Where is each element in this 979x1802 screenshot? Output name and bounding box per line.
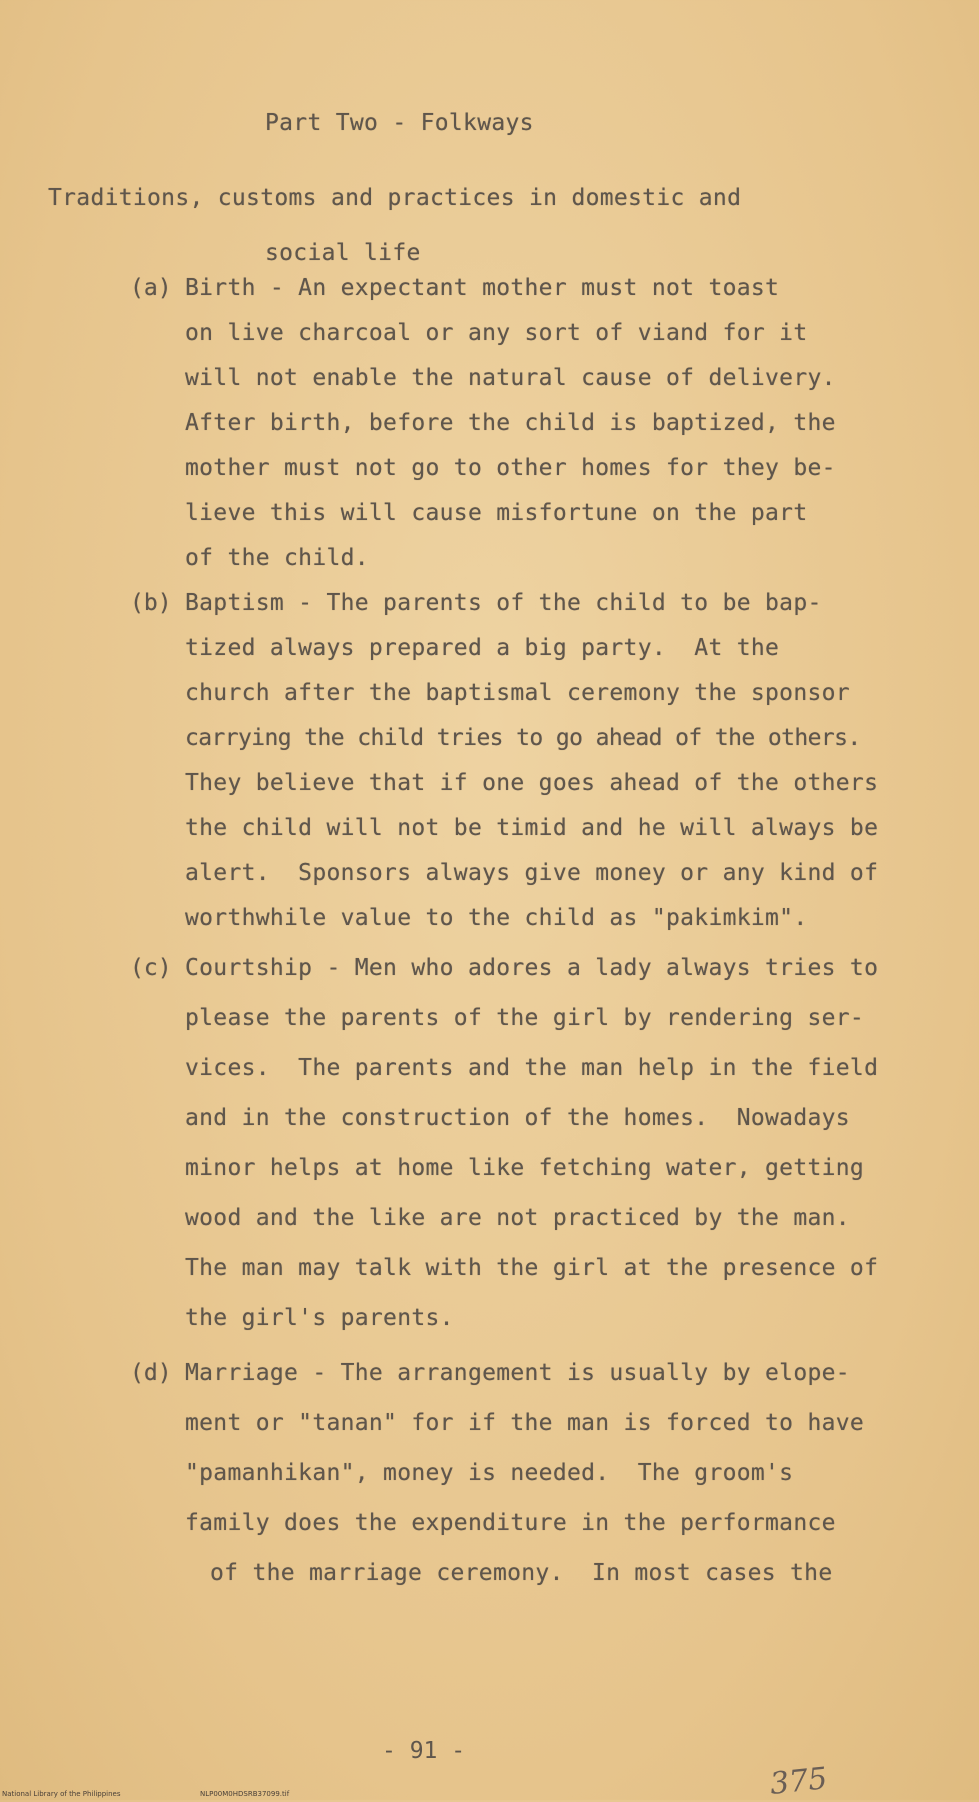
text-line: on live charcoal or any sort of viand for it — [185, 320, 808, 346]
handwritten-page-number: 375 — [768, 1761, 829, 1802]
page-number: - 91 - — [382, 1738, 466, 1764]
text-line: the girl's parents. — [185, 1305, 454, 1331]
text-line: alert. Sponsors always give money or any kind of — [185, 860, 879, 886]
text-line: Birth - An expectant mother must not toast — [185, 275, 780, 301]
text-line: of the marriage ceremony. In most cases the — [210, 1560, 833, 1586]
page-title: Part Two - Folkways — [265, 110, 534, 136]
text-line: vices. The parents and the man help in the field — [185, 1055, 879, 1081]
text-line: of the child. — [185, 545, 369, 571]
text-line: mother must not go to other homes for they be- — [185, 455, 836, 481]
text-line: Baptism - The parents of the child to be bap- — [185, 590, 822, 616]
section-heading-line2: social life — [265, 240, 421, 266]
section-label-a: (a) — [130, 275, 172, 301]
footer-file-name: NLP00M0HDSRB37099.tif — [200, 1790, 290, 1798]
text-line: Marriage - The arrangement is usually by elope- — [185, 1360, 850, 1386]
section-label-d: (d) — [130, 1360, 172, 1386]
text-line: church after the baptismal ceremony the sponsor — [185, 680, 850, 706]
footer-library-credit: National Library of the Philippines — [2, 1790, 121, 1798]
section-label-b: (b) — [130, 590, 172, 616]
text-line: They believe that if one goes ahead of the others — [185, 770, 879, 796]
text-line: lieve this will cause misfortune on the part — [185, 500, 808, 526]
section-heading-line1: Traditions, customs and practices in domestic and — [48, 185, 742, 211]
text-line: please the parents of the girl by rendering ser- — [185, 1005, 865, 1031]
text-line: will not enable the natural cause of delivery. — [185, 365, 836, 391]
text-line: tized always prepared a big party. At the — [185, 635, 780, 661]
text-line: worthwhile value to the child as "pakimkim". — [185, 905, 808, 931]
text-line: and in the construction of the homes. Nowadays — [185, 1105, 850, 1131]
text-line: "pamanhikan", money is needed. The groom's — [185, 1460, 794, 1486]
text-line: carrying the child tries to go ahead of the others. — [185, 725, 861, 751]
text-line: Courtship - Men who adores a lady always tries to — [185, 955, 879, 981]
text-line: After birth, before the child is baptized, the — [185, 410, 836, 436]
text-line: family does the expenditure in the performance — [185, 1510, 836, 1536]
text-line: ment or "tanan" for if the man is forced to have — [185, 1410, 865, 1436]
text-line: The man may talk with the girl at the presence of — [185, 1255, 879, 1281]
text-line: minor helps at home like fetching water, getting — [185, 1155, 865, 1181]
section-label-c: (c) — [130, 955, 172, 981]
text-line: the child will not be timid and he will always be — [185, 815, 879, 841]
text-line: wood and the like are not practiced by the man. — [185, 1205, 850, 1231]
